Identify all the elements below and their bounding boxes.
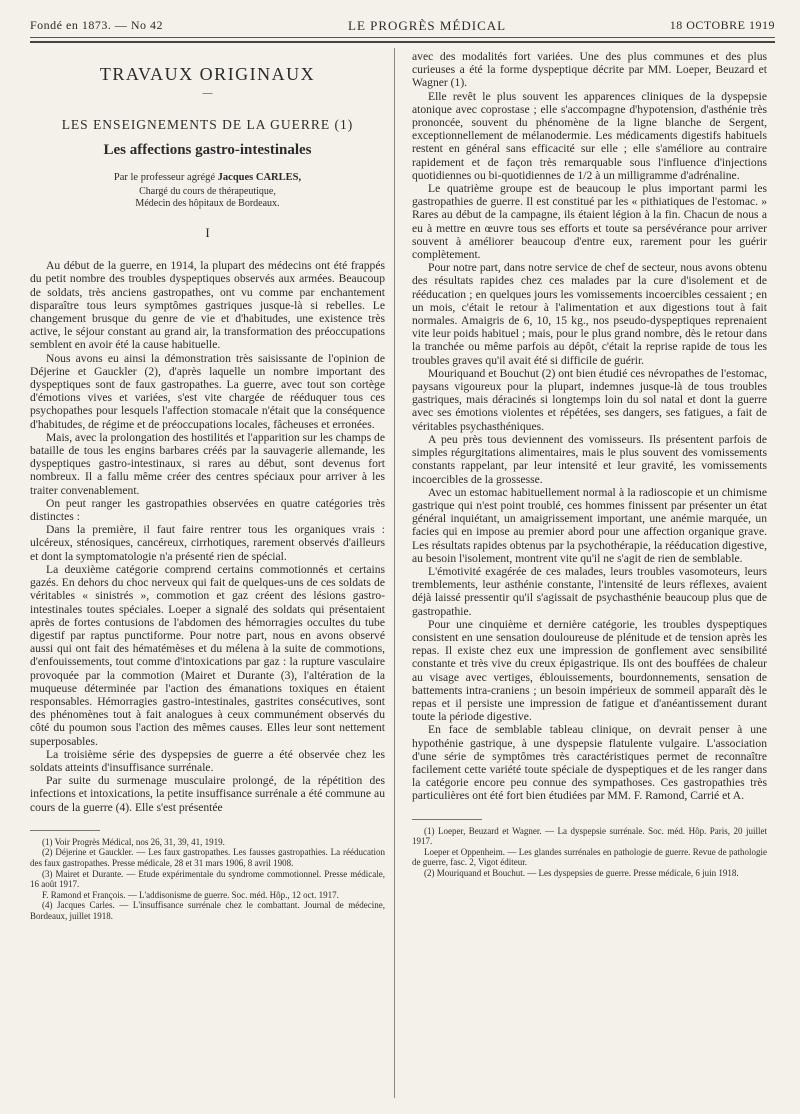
footnote: (4) Jacques Carles. — L'insuffisance surrénale chez le combattant. Journal de médecine, Bordeaux, juillet 1918. [30,900,385,921]
column-divider [394,48,395,1098]
paragraph: Elle revêt le plus souvent les apparences cliniques de la dyspepsie atonique avec coprostase ; elle s'accompagne d'hypotension, d'asthénie très prononcée, souvent du phénomène de la ligne blanche de Sergent, exceptionnellement de mélanodermie. Les médicaments digestifs habituels restent en général sans efficacité sur elle ; elle s'améliore au contraire rapidement et de façon très remarquable sous l'influence d'injections quotidiennes ou bi-quotidiennes de 1/2 à un milligramme d'adrénaline. [412,89,767,182]
footnote: Loeper et Oppenheim. — Les glandes surrénales en pathologie de guerre. Revue de pathologie de guerre, fasc. 2, Vigot éditeur. [412,846,767,868]
footnote: (3) Mairet et Durante. — Etude expérimentale du syndrome commotionnel. Presse médicale, 16 août 1917. [30,868,385,890]
section-title: TRAVAUX ORIGINAUX [99,64,316,84]
paragraph: Pour notre part, dans notre service de chef de secteur, nous avons obtenu des résultats rapides chez ces malades par la cure d'isolement et de rééducation ; en quelques jours les vomissements incoercibles cessaient ; en un mois, c'était le retour à l'alimentation et aux digestions tout à fait normales. Amaigris de 6, 10, 15 kg., nos pseudo-dyspeptiques reprenaient vite leur poids habituel ; mais, pour le plus grand nombre, dès le retour dans la tranchée ou même parfois au dépôt, c'était la reprise rapide de tous les troubles graves qu'il avait été si difficile de guérir. [412,261,767,367]
article-title: LES ENSEIGNEMENTS DE LA GUERRE (1) [61,117,354,133]
paragraph: En face de semblable tableau clinique, on devrait penser à une hypothénie gastrique, à une dyspepsie flatulente vulgaire. L'association d'une série de symptômes très caractéristiques permet de reconnaître facilement cette variété toute spéciale de dyspeptiques et de les ranger dans la catégorie encore peu connue des sympathoses. Ces gastropathies très particulières ont été fort bien étudiées par MM. F. Ramond, Carrié et A. [412,723,767,803]
article-subtitle: Les affections gastro-intestinales [103,141,312,158]
header-founded: Fondé en 1873. — No 42 [30,18,163,32]
paragraph: La deuxième catégorie comprend certains commotionnés et certains gazés. En dehors du choc nerveux qui fait de quelques-uns de ces soldats de véritables « sinistrés », commotion et gaz créent des lésions gastro-intestinales toutes spéciales. Loeper a signalé des soldats qui présentaient après de fortes contusions de l'abdomen des hémorragies occultes du tube digestif par raptus punctiforme. Pour notre part, nous en avons observé aussi qui ont fait des hématémèses et du mélena à la suite de commotions, d'enfouissements, tout comme d'intoxications par gaz : la rupture vasculaire provoquée par la commotion (Mairet et Durante (3), l'altération de la muqueuse déterminée par l'action des émanations toxiques en étaient responsables. Hémorragies gastro-intestinales, gastrites consécutives, sont des phénomènes tout à fait analogues à ceux communément observés du côté du poumon sous l'action des mêmes causes. Elles leur sont nettement superposables. [30,562,385,748]
paragraph: Pour une cinquième et dernière catégorie, les troubles dyspeptiques consistent en une sensation douloureuse de plénitude et de tension après les repas. Il existe chez eux une impression de gonflement avec sensibilité constante et très vive du creux épigastrique. Ils ont des bouffées de chaleur au visage avec vertiges, éblouissements, bourdonnements, sensation de battements intra-craniens ; un besoin impérieux de sommeil apparaît dès le repas et il persiste une impression de fatigue et d'anéantissement durant toute la période digestive. [412,617,767,724]
paragraph: On peut ranger les gastropathies observées en quatre catégories très distinctes : [30,496,385,524]
author-prefix: Par le professeur agrégé [113,171,218,183]
footnote: (1) Loeper, Beuzard et Wagner. — La dyspepsie surrénale. Soc. méd. Hôp. Paris, 20 juillet 1917. [412,825,767,847]
running-header [30,18,775,36]
footnote: (1) Voir Progrès Médical, nos 26, 31, 39, 41, 1919. [42,836,225,847]
paragraph: Avec un estomac habituellement normal à la radioscopie et un chimisme gastrique qui n'est point troublé, ces hommes finissent par présenter un état général inquiétant, un amaigrissement important, une anémie marquée, un facies qui en impose au premier abord pour une affection organique grave. Les résultats rapides obtenus par la psychothérapie, la rééducation digestive, au besoin l'isolement, montrent vite qu'il ne s'agit de rien de semblable. [412,485,767,565]
paragraph: Mais, avec la prolongation des hostilités et l'apparition sur les champs de bataille de tous les engins barbares créés par la sauvagerie allemande, les dyspeptiques gastro-intestinaux, si rares au début, sont devenus fort nombreux. Il a fallu même créer des centres spéciaux pour arriver à les traiter convenablement. [30,430,385,497]
section-number: I [205,225,210,241]
paragraph: Par suite du surmenage musculaire prolongé, de la répétition des infections et intoxications, la petite insuffisance surrénale a été commune au cours de la guerre (4). Elle s'est présentée [30,774,385,814]
footnote: (2) Mouriquand et Bouchut. — Les dyspepsies de guerre. Presse médicale, 6 juin 1918. [424,867,739,878]
paragraph: avec des modalités fort variées. Une des plus communes et des plus curieuses a été la forme dyspeptique décrite par MM. Loeper, Beuzard et Wagner (1). [412,50,767,90]
footnote: F. Ramond et François. — L'addisonisme de guerre. Soc. méd. Hôp., 12 oct. 1917. [42,889,339,900]
paragraph: A peu près tous deviennent des vomisseurs. Ils présentent parfois de simples régurgitations alimentaires, mais le plus souvent des vomissements constants rappelant, par leur intensité et leur gravité, les vomissements incoercibles de la grossesse. [412,432,767,486]
right-column [412,50,767,879]
footnote-rule [412,819,482,820]
author-name: Jacques CARLES, [217,171,302,183]
author-affiliation-2: Médecin des hôpitaux de Bordeaux. [135,198,280,210]
header-rule [30,37,775,38]
header-rule-thick [30,41,775,43]
paragraph: Le quatrième groupe est de beaucoup le plus important parmi les gastropathies de guerre. Il est constitué par les « pithiatiques de l'estomac. » Rares au début de la campagne, ils étaient légion à la fin. Chacun de nous a eu à mettre en œuvre tous ses efforts et toute sa persévérance pour arriver souvent à améliorer beaucoup d'entre eux, rarement pour les guérir complètement. [412,182,767,262]
paragraph: Nous avons eu ainsi la démonstration très saisissante de l'opinion de Déjerine et Gauckler (2), d'après laquelle un nombre important des dyspeptiques sont de faux gastropathes. La guerre, avec tout son cortège d'émotions vives et variées, s'est vite chargée de rééduquer tous ces psychopathes pour lesquels l'affection stomacale n'était que la conséquence d'habitudes, de régime et de préoccupations locales, fâcheuses et erronées. [30,351,385,431]
paragraph: La troisième série des dyspepsies de guerre a été observée chez les soldats atteints d'insuffisance surrénale. [30,747,385,774]
paragraph: Au début de la guerre, en 1914, la plupart des médecins ont été frappés du petit nombre des troubles dyspeptiques observés aux armées. Beaucoup de soldats, très anciens gastropathes, ont vu comme par enchantement disparaître tous leurs symptômes gastriques jusque-là si rebelles. Le changement brusque du genre de vie et d'habitudes, une existence très active, le séjour constant au grand air, la transformation des préoccupations semblent en avoir été la cause habituelle. [30,259,385,352]
section-dash: — [202,88,213,100]
author-affiliation-1: Chargé du cours de thérapeutique, [139,186,276,198]
paragraph: Mouriquand et Bouchut (2) ont bien étudié ces névropathes de l'estomac, paysans vigoureux pour la plupart, indemnes jusque-là de tous troubles gastriques, mais déracinés si longtemps loin du sol natal et dont la guerre avec ses émotions violentes et répétées, ses dangers, ses fatigues, a fait de véritables psychasthéniques. [412,366,767,433]
footnote: (2) Déjerine et Gauckler. — Les faux gastropathes. Les fausses gastropathies. La rééducation des faux gastropathes. Presse médicale, 28 et 31 mars 1906, 8 avril 1908. [30,847,385,868]
footnotes-right [412,826,767,879]
footnotes-left [30,837,385,922]
paragraph: L'émotivité exagérée de ces malades, leurs troubles vasomoteurs, leurs tremblements, leur asthénie constante, l'intensité de leurs réflexes, avaient déjà laissé pressentir qu'il s'agissait de psychasthénie beaucoup plus que de gastropathie. [412,564,767,618]
paragraph: Dans la première, il faut faire rentrer tous les organiques vrais : ulcéreux, sténosiques, cancéreux, cirrhotiques, rarement observés d'ailleurs et dont la symptomatologie n'a présenté rien de spécial. [30,523,385,563]
journal-title: LE PROGRÈS MÉDICAL [348,18,507,33]
author-line [30,171,385,184]
footnote-rule [30,830,100,831]
left-column [30,50,385,922]
header-date: 18 OCTOBRE 1919 [669,18,775,32]
